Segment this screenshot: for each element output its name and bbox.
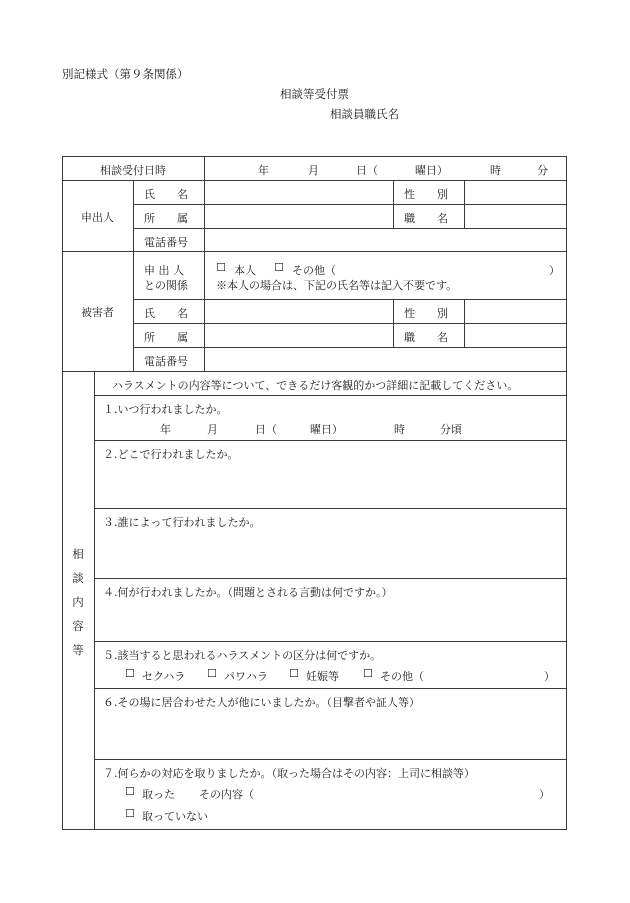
q7-not-taken-checkbox[interactable]: ☐ — [125, 807, 135, 820]
applicant-position-field[interactable] — [465, 205, 565, 227]
applicant-position-label: 職 名 — [404, 212, 448, 225]
q4-answer-area[interactable] — [96, 600, 564, 639]
question-4: ４.何が行われましたか。（問題とされる言動は何ですか。） — [103, 586, 393, 599]
q7-detail-close-paren: ） — [539, 788, 550, 801]
reception-hour-unit: 時 — [490, 164, 501, 177]
q5-other-label: その他（ — [380, 670, 424, 683]
victim-phone-field[interactable] — [205, 348, 565, 370]
q5-sexual-harassment-checkbox[interactable]: ☐ — [125, 667, 135, 680]
victim-name-field[interactable] — [205, 300, 392, 322]
victim-gender-label: 性 別 — [404, 307, 448, 320]
relation-label-line1: 申 出 人 — [144, 264, 184, 277]
relation-self-checkbox[interactable]: ☐ — [216, 261, 226, 274]
victim-affiliation-label: 所 属 — [144, 331, 188, 344]
q5-pregnancy-label: 妊娠等 — [306, 670, 339, 683]
q7-not-taken-label: 取っていない — [142, 810, 208, 823]
q1-minute-unit: 分頃 — [440, 423, 462, 436]
question-2: ２.どこで行われましたか。 — [103, 448, 239, 461]
reception-year-unit: 年 — [258, 164, 269, 177]
question-5: ５.該当すると思われるハラスメントの区分は何ですか。 — [103, 649, 382, 662]
content-side-char: 容 — [72, 619, 84, 633]
reception-month-unit: 月 — [308, 164, 319, 177]
applicant-gender-label: 性 別 — [404, 188, 448, 201]
q5-pregnancy-checkbox[interactable]: ☐ — [289, 667, 299, 680]
victim-gender-field[interactable] — [465, 300, 565, 322]
relation-other-checkbox[interactable]: ☐ — [274, 261, 284, 274]
relation-other-close-paren: ） — [549, 264, 560, 277]
q5-power-harassment-checkbox[interactable]: ☐ — [207, 667, 217, 680]
q5-other-close-paren: ） — [544, 670, 555, 683]
q1-hour-unit: 時 — [394, 423, 405, 436]
q6-answer-area[interactable] — [96, 710, 564, 757]
content-side-char: 相 — [72, 547, 84, 561]
applicant-affiliation-label: 所 属 — [144, 212, 188, 225]
q2-answer-area[interactable] — [96, 462, 564, 506]
reception-weekday-unit: 曜日） — [415, 164, 448, 177]
question-1: １.いつ行われましたか。 — [103, 403, 228, 416]
applicant-group-label: 申出人 — [81, 211, 114, 224]
staff-name-label: 相談員職氏名 — [330, 107, 399, 121]
form-title: 相談等受付票 — [280, 87, 349, 101]
reception-minute-unit: 分 — [537, 164, 548, 177]
question-7: ７.何らかの対応を取りましたか。（取った場合はその内容：上司に相談等） — [103, 767, 475, 780]
content-side-char: 談 — [72, 571, 84, 585]
question-3: ３.誰によって行われましたか。 — [103, 516, 261, 529]
relation-other-label: その他（ — [292, 264, 336, 277]
q7-taken-checkbox[interactable]: ☐ — [125, 785, 135, 798]
relation-note: ※本人の場合は、下記の氏名等は記入不要です。 — [216, 279, 458, 292]
content-side-label — [62, 546, 94, 666]
relation-self-label: 本人 — [234, 264, 256, 277]
reception-datetime-label: 相談受付日時 — [100, 164, 166, 177]
form-number-label: 別記様式（第９条関係） — [62, 67, 189, 81]
q5-other-checkbox[interactable]: ☐ — [363, 667, 373, 680]
q3-answer-area[interactable] — [96, 530, 564, 576]
applicant-name-label: 氏 名 — [144, 188, 188, 201]
question-6: ６.その場に居合わせた人が他にいましたか。（目撃者や証人等） — [103, 696, 420, 709]
victim-position-label: 職 名 — [404, 331, 448, 344]
q7-taken-label: 取った — [142, 788, 175, 801]
q1-day-unit: 日（ — [255, 423, 277, 436]
victim-group-label: 被害者 — [81, 306, 114, 319]
applicant-gender-field[interactable] — [465, 181, 565, 203]
content-side-char: 等 — [72, 643, 84, 657]
content-instruction: ハラスメントの内容等について、できるだけ客観的かつ詳細に記載してください。 — [112, 379, 519, 392]
victim-phone-label: 電話番号 — [144, 355, 188, 368]
q1-year-unit: 年 — [160, 423, 171, 436]
applicant-affiliation-field[interactable] — [205, 205, 392, 227]
q1-weekday-unit: 曜日） — [310, 423, 343, 436]
q5-power-harassment-label: パワハラ — [224, 670, 268, 683]
applicant-phone-label: 電話番号 — [144, 236, 188, 249]
victim-position-field[interactable] — [465, 324, 565, 346]
q5-sexual-harassment-label: セクハラ — [142, 670, 186, 683]
applicant-phone-field[interactable] — [205, 229, 565, 250]
applicant-name-field[interactable] — [205, 181, 392, 203]
victim-name-label: 氏 名 — [144, 307, 188, 320]
relation-label-line2: との関係 — [144, 279, 188, 292]
content-side-char: 内 — [72, 595, 84, 609]
q1-month-unit: 月 — [207, 423, 218, 436]
q7-detail-label: その内容（ — [199, 788, 254, 801]
reception-day-unit: 日（ — [356, 164, 378, 177]
victim-affiliation-field[interactable] — [205, 324, 392, 346]
